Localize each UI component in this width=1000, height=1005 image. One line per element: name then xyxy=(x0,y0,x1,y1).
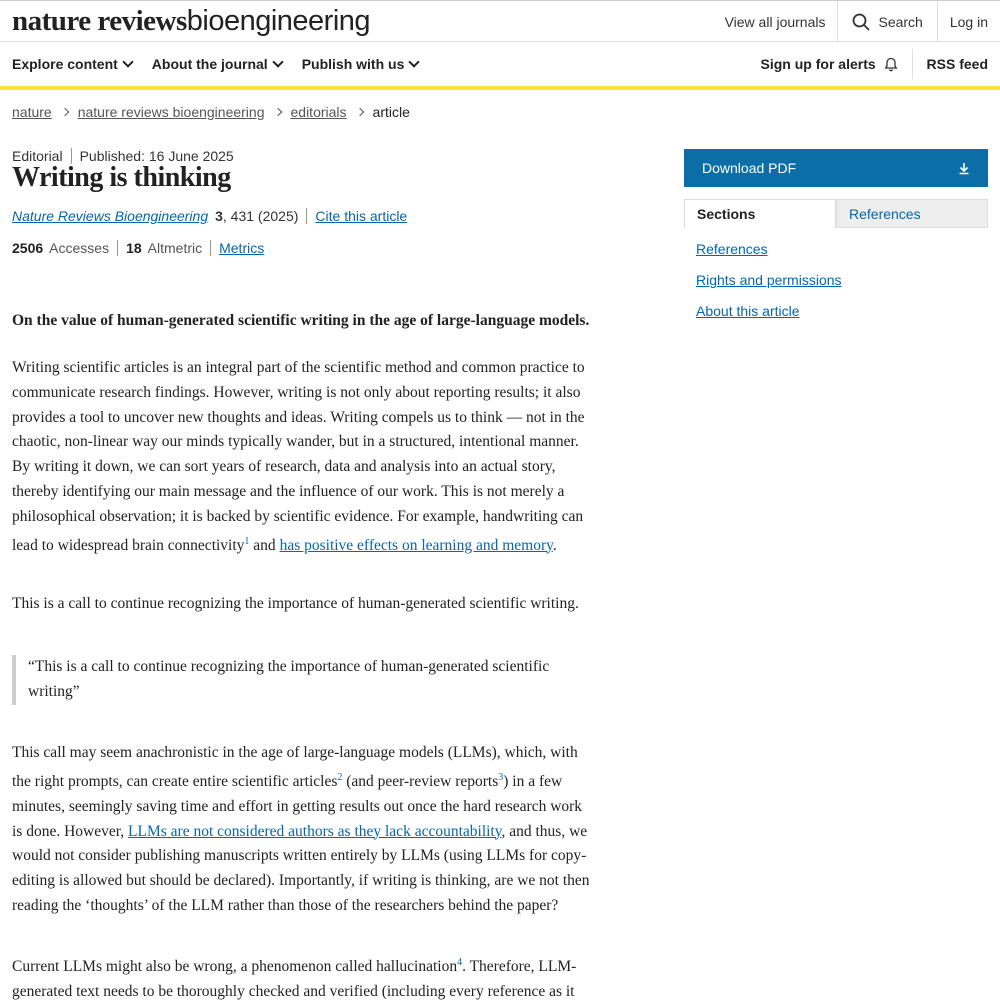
breadcrumb-journal[interactable]: nature reviews bioengineering xyxy=(77,104,265,120)
sidebar-tabs xyxy=(684,199,988,228)
reference-2-link[interactable]: 2 xyxy=(337,771,343,783)
nav-label: Publish with us xyxy=(301,56,405,72)
download-label: Download PDF xyxy=(702,160,797,176)
divider xyxy=(210,240,211,256)
search-icon xyxy=(852,13,870,31)
section-link-references[interactable]: References xyxy=(696,241,768,257)
top-bar xyxy=(0,0,1000,42)
journal-citation xyxy=(12,208,407,224)
section-links xyxy=(696,240,842,333)
paragraph-text: (and peer-review reports xyxy=(342,772,499,790)
pull-quote: “This is a call to continue recognizing the importance of human-generated scientific writing” xyxy=(12,655,598,705)
reference-1-link[interactable]: 1 xyxy=(244,535,250,547)
nav-label: Explore content xyxy=(12,56,118,72)
altmetric-label: Altmetric xyxy=(147,240,203,256)
logo-bold-text: nature reviews xyxy=(12,5,187,37)
pages-year: , 431 (2025) xyxy=(222,208,299,224)
main-nav xyxy=(0,42,1000,90)
paragraph-text: and xyxy=(249,536,280,554)
chevron-down-icon xyxy=(122,56,133,67)
paragraph-3 xyxy=(12,741,596,919)
paragraph-text: Writing scientific articles is an integral part of the scientific method and common practice to communicate research findings. However, writing is not only about reporting results; it also provides a tool to uncover new thoughts and ideas. Writing compels us to think — not in the chaotic, non-linear way our minds typically wander, but in a structured, intentional manner. By writing it down, we can sort years of research, data and analysis into an actual story, thereby identifying our main message and the influence of our work. This is not merely a philosophical observation; it is backed by scientific evidence. For example, handwriting can lead to widespread brain connectivity xyxy=(12,359,585,554)
metrics-link[interactable]: Metrics xyxy=(219,240,265,256)
divider xyxy=(912,49,913,79)
article-type: Editorial xyxy=(12,148,63,164)
paragraph-text: Current LLMs might also be wrong, a phenomenon called hallucination xyxy=(12,958,458,976)
paragraph-2: This is a call to continue recognizing the importance of human-generated scientific writing. xyxy=(12,595,579,612)
article-title: Writing is thinking xyxy=(12,162,231,193)
learning-memory-link[interactable]: has positive effects on learning and memory xyxy=(279,536,553,554)
chevron-right-icon xyxy=(355,108,363,116)
download-icon xyxy=(958,161,970,175)
site-logo[interactable] xyxy=(12,5,370,38)
rss-feed-link[interactable]: RSS feed xyxy=(926,56,988,72)
bell-icon xyxy=(884,57,898,72)
view-all-journals-link[interactable]: View all journals xyxy=(724,13,826,30)
nav-label: About the journal xyxy=(151,56,268,72)
login-link[interactable]: Log in xyxy=(949,13,988,30)
divider xyxy=(306,208,307,224)
paragraph-1 xyxy=(12,356,596,559)
nav-explore-content[interactable] xyxy=(12,56,132,72)
chevron-right-icon xyxy=(60,108,68,116)
paragraph-text: , and thus, we would not consider publishing manuscripts written entirely by LLMs (using LLMs for copy-editing is allowed but should be declared). Importantly, if writing is thinking, are we not then reading the ‘thoughts’ of the LLM rather than those of the researchers behind the paper? xyxy=(12,822,590,914)
paragraph-text: . Therefore, LLM-generated text needs to be thoroughly checked and verified (including every reference as it xyxy=(12,958,577,1000)
search-label: Search xyxy=(878,13,923,30)
paragraph-text: . xyxy=(552,536,557,554)
cite-article-link[interactable]: Cite this article xyxy=(315,208,408,224)
download-pdf-button[interactable] xyxy=(684,149,988,187)
top-right-menu xyxy=(713,1,1000,42)
reference-3-link[interactable]: 3 xyxy=(498,771,504,783)
llm-accountability-link[interactable]: LLMs are not considered authors as they lack accountability xyxy=(128,822,502,840)
breadcrumb-nature[interactable]: nature xyxy=(12,104,52,120)
article-standfirst: On the value of human-generated scientific writing in the age of large-language models. xyxy=(12,311,590,329)
nav-publish-with-us[interactable] xyxy=(302,56,419,72)
nav-about-journal[interactable] xyxy=(152,56,282,72)
signup-label: Sign up for alerts xyxy=(760,55,876,72)
breadcrumb-current: article xyxy=(372,104,410,120)
signup-alerts-link[interactable] xyxy=(761,56,898,73)
nav-right xyxy=(761,42,988,86)
accesses-count: 2506 xyxy=(12,240,44,256)
logo-light-text: bioengineering xyxy=(186,5,371,37)
nav-menu xyxy=(12,42,418,86)
search-button[interactable] xyxy=(838,1,936,42)
paragraph-text: This call may seem anachronistic in the age of large-language models (LLMs), which, with the right prompts, can create entire scientific articles xyxy=(12,744,578,790)
accesses-label: Accesses xyxy=(49,240,110,256)
altmetric-count: 18 xyxy=(126,240,142,256)
volume: 3 xyxy=(215,208,223,224)
published-date: Published: 16 June 2025 xyxy=(79,148,234,164)
article-metrics xyxy=(12,240,264,256)
chevron-down-icon xyxy=(272,56,283,67)
reference-4-link[interactable]: 4 xyxy=(457,957,463,968)
chevron-right-icon xyxy=(273,108,281,116)
divider xyxy=(117,240,118,256)
paragraph-4 xyxy=(12,951,596,1005)
breadcrumb xyxy=(12,104,410,120)
section-link-rights[interactable]: Rights and permissions xyxy=(696,272,842,288)
breadcrumb-editorials[interactable]: editorials xyxy=(290,104,347,120)
paragraph-text: ) in a few minutes, seemingly saving time and effort in getting results out once the hard research work is done. However, xyxy=(12,772,583,840)
tab-references[interactable]: References xyxy=(836,199,988,228)
chevron-down-icon xyxy=(409,56,420,67)
journal-name-link[interactable]: Nature Reviews Bioengineering xyxy=(12,208,209,224)
section-link-about[interactable]: About this article xyxy=(696,303,800,319)
tab-sections[interactable]: Sections xyxy=(684,199,836,228)
